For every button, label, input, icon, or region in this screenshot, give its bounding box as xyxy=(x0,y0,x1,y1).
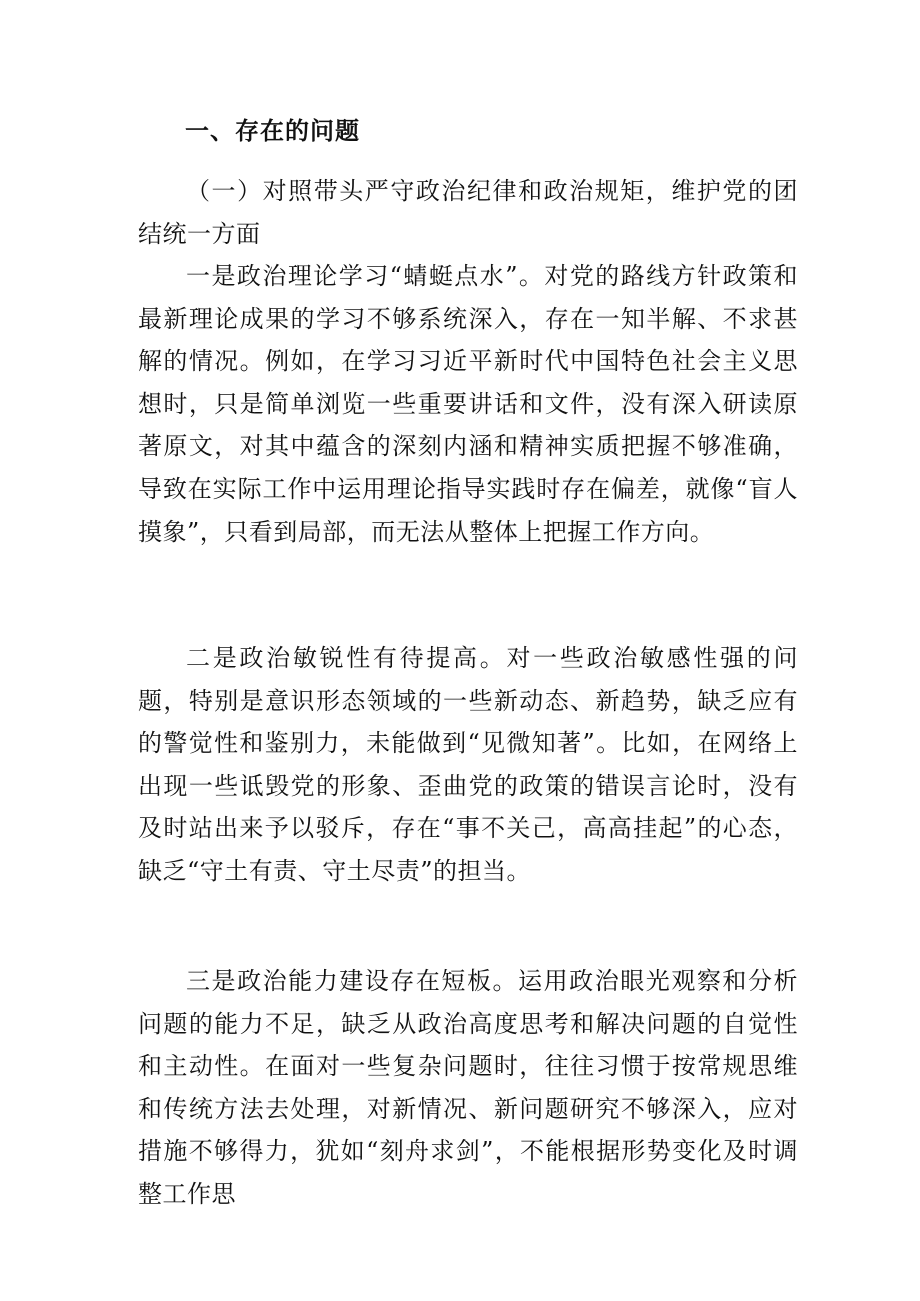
paragraph-2: 二是政治敏锐性有待提高。对一些政治敏感性强的问题，特别是意识形态领域的一些新动态、新趋势，缺乏应有的警觉性和鉴别力，未能做到“见微知著”。比如，在网络上出现一些诋毁党的形象、歪曲党的政策的错误言论时，没有及时站出来予以驳斥，存在“事不关己，高高挂起”的心态，缺乏“守土有责、守土尽责”的担当。 xyxy=(138,644,798,885)
subsection-heading: （一）对照带头严守政治纪律和政治规矩，维护党的团结统一方面 xyxy=(138,177,798,248)
paragraph-3: 三是政治能力建设存在短板。运用政治眼光观察和分析问题的能力不足，缺乏从政治高度思考和解决问题的自觉性和主动性。在面对一些复杂问题时，往往习惯于按常规思维和传统方法去处理，对新情况、新问题研究不够深入，应对措施不够得力，犹如“刻舟求剑”，不能根据形势变化及时调整工作思 xyxy=(138,967,798,1208)
paragraph-1: 一是政治理论学习“蜻蜓点水”。对党的路线方针政策和最新理论成果的学习不够系统深入，存在一知半解、不求甚解的情况。例如，在学习习近平新时代中国特色社会主义思想时，只是简单浏览一些重要讲话和文件，没有深入研读原著原文，对其中蕴含的深刻内涵和精神实质把握不够准确，导致在实际工作中运用理论指导实践时存在偏差，就像“盲人摸象”，只看到局部，而无法从整体上把握工作方向。 xyxy=(138,262,798,546)
section-heading: 一、存在的问题 xyxy=(185,117,360,145)
